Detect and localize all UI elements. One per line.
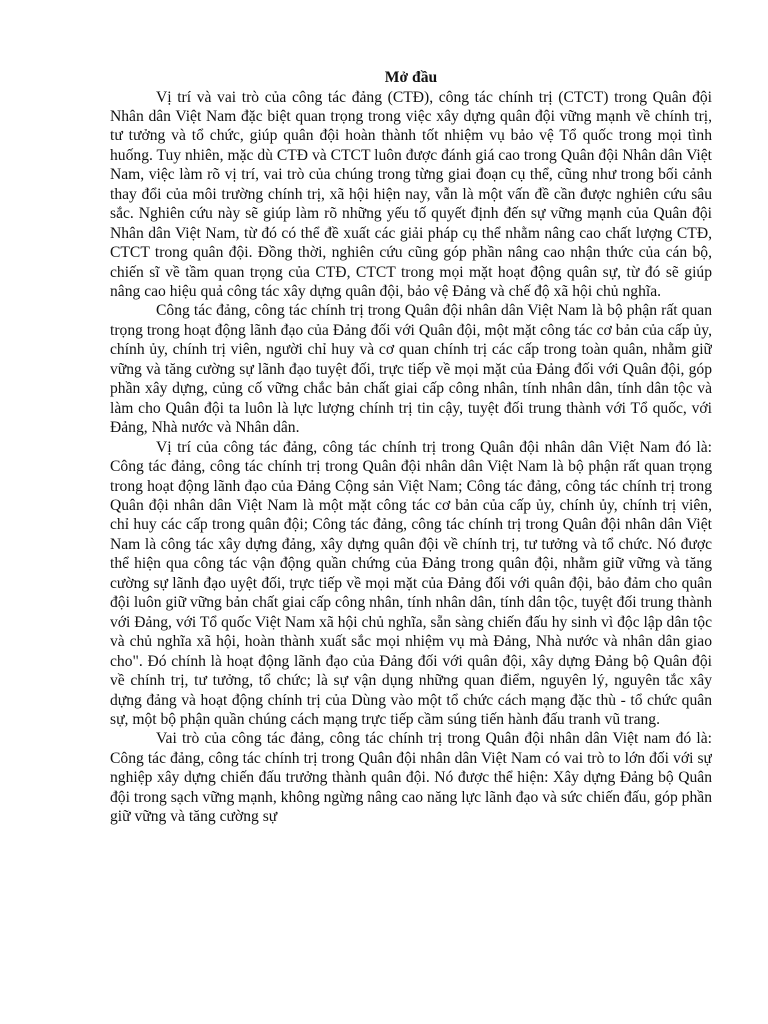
document-page	[110, 68, 712, 1008]
paragraph-intro: Vị trí và vai trò của công tác đảng (CTĐ), công tác chính trị (CTCT) trong Quân đội Nhân dân Việt Nam đặc biệt quan trọng trong việc xây dựng quân đội vững mạnh về chính trị, tư tưởng và tổ chức, giúp quân đội hoàn thành tốt nhiệm vụ bảo vệ Tổ quốc trong mọi tình huống. Tuy nhiên, mặc dù CTĐ và CTCT luôn được đánh giá cao trong Quân đội Nhân dân Việt Nam, việc làm rõ vị trí, vai trò của chúng trong từng giai đoạn cụ thể, cũng như trong bối cảnh thay đổi của môi trường chính trị, xã hội hiện nay, vẫn là một vấn đề cần được nghiên cứu sâu sắc. Nghiên cứu này sẽ giúp làm rõ những yếu tố quyết định đến sự vững mạnh của Quân đội Nhân dân Việt Nam, từ đó có thể đề xuất các giải pháp cụ thể nhằm nâng cao chất lượng CTĐ, CTCT trong quân đội. Đồng thời, nghiên cứu cũng góp phần nâng cao nhận thức của cán bộ, chiến sĩ về tầm quan trọng của CTĐ, CTCT trong mọi mặt hoạt động quân sự, từ đó sẽ giúp nâng cao hiệu quả công tác xây dựng quân đội, bảo vệ Đảng và chế độ xã hội chủ nghĩa.	[110, 88, 712, 301]
paragraph-definition: Công tác đảng, công tác chính trị trong Quân đội nhân dân Việt Nam là bộ phận rất quan trọng trong hoạt động lãnh đạo của Đảng đối với Quân đội, một mặt công tác cơ bản của cấp ủy, chính ủy, chính trị viên, người chỉ huy và cơ quan chính trị các cấp trong toàn quân, nhằm giữ vững và tăng cường sự lãnh đạo tuyệt đối, trực tiếp về mọi mặt của Đảng đối với Quân đội, góp phần xây dựng, củng cố vững chắc bản chất giai cấp công nhân, tính nhân dân, tính dân tộc và làm cho Quân đội ta luôn là lực lượng chính trị tin cậy, tuyệt đối trung thành với Tổ quốc, với Đảng, Nhà nước và Nhân dân.	[110, 302, 712, 437]
document-title: Mở đầu	[384, 69, 438, 86]
paragraph-position: Vị trí của công tác đảng, công tác chính trị trong Quân đội nhân dân Việt Nam đó là: Công tác đảng, công tác chính trị trong Quân đội nhân dân Việt Nam là bộ phận rất quan trọng trong hoạt động lãnh đạo của Đảng Cộng sản Việt Nam; Công tác đảng, công tác chính trị trong Quân đội nhân dân Việt Nam là một mặt công tác cơ bản của cấp ủy, chính ủy, chính trị viên, chỉ huy các cấp trong quân đội; Công tác đảng, công tác chính trị trong Quân đội nhân dân Việt Nam là công tác xây dựng đảng, xây dựng quân đội về chính trị, tư tưởng và tổ chức. Nó được thể hiện qua công tác vận động quần chứng của Đảng trong quân đội, nhằm giữ vững và tăng cường sự lãnh đạo uyệt đối, trực tiếp về mọi mặt của Đảng đối với quân đội, bảo đảm cho quân đội luôn giữ vững bản chất giai cấp công nhân, tính nhân dân, tính dân tộc, tuyệt đối trung thành với Đảng, với Tổ quốc Việt Nam xã hội chủ nghĩa, sẵn sàng chiến đấu hy sinh vì độc lập dân tộc và chủ nghĩa xã hội, hoàn thành xuất sắc mọi nhiệm vụ mà Đảng, Nhà nước và nhân dân giao cho". Đó chính là hoạt động lãnh đạo của Đảng đối với quân đội, xây dựng Đảng bộ Quân đội về chính trị, tư tưởng, tổ chức; là sự vận dụng những quan điểm, nguyên lý, nguyên tắc xây dựng đảng và hoạt động chính trị của Dùng vào một tổ chức cách mạng đặc thù - tổ chức quân sự, một bộ phận quần chúng cách mạng trực tiếp cầm súng tiến hành đấu tranh vũ trang.	[110, 438, 712, 728]
paragraph-role: Vai trò của công tác đảng, công tác chính trị trong Quân đội nhân dân Việt nam đó là: Công tác đảng, công tác chính trị trong Quân đội nhân dân Việt Nam có vai trò to lớn đối với sự nghiệp xây dựng chiến đấu trưởng thành quân đội. Nó được thể hiện: Xây dựng Đảng bộ Quân đội trong sạch vững mạnh, không ngừng nâng cao năng lực lãnh đạo và sức chiến đấu, góp phần giữ vững và tăng cường sự	[110, 730, 712, 826]
